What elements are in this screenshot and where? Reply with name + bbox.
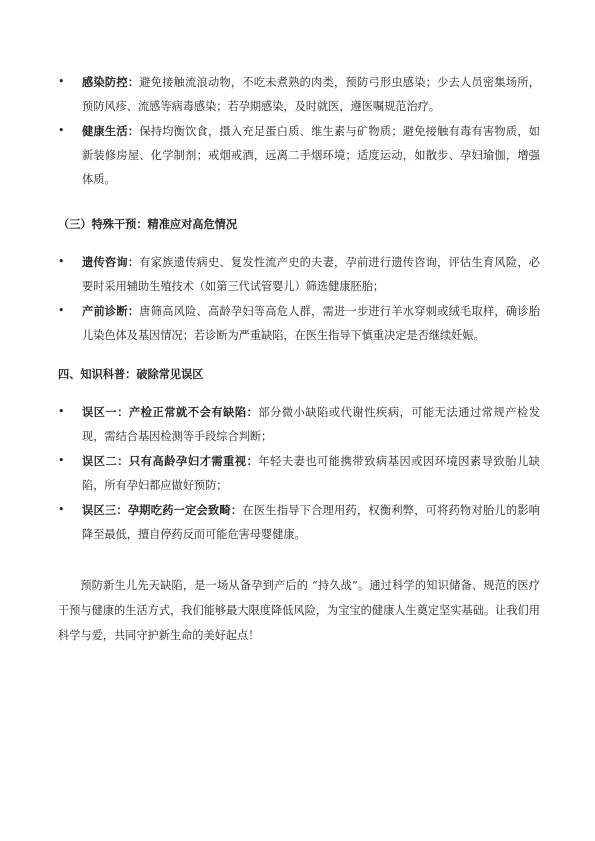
list-item-misconception-3: [58, 498, 540, 547]
item-text: 有家族遗传病史、复发性流产史的夫妻，孕前进行遗传咨询，评估生育风险，必要时采用辅助生殖技术（如第三代试管婴儿）筛选健康胚胎；: [82, 256, 540, 293]
bullet-icon: •: [58, 503, 65, 516]
list-item-misconception-1: [58, 400, 540, 449]
item-text: 唐筛高风险、高龄孕妇等高危人群，需进一步进行羊水穿刺或绒毛取样，确诊胎儿染色体及基因情况；若诊断为严重缺陷，在医生指导下慎重决定是否继续妊娠。: [82, 305, 540, 342]
list-item-infection-control: [58, 70, 540, 119]
document-content: [58, 70, 540, 648]
list-item-misconception-2: [58, 449, 540, 498]
item-text: 保持均衡饮食，摄入充足蛋白质、维生素与矿物质；避免接触有毒有害物质，如新装修房屋、化学制剂；戒烟戒酒，远离二手烟环境；适度运动，如散步、孕妇瑜伽，增强体质。: [82, 125, 540, 186]
section-heading-special-intervention: （三）特殊干预：精准应对高危情况: [58, 217, 238, 231]
item-text: 在医生指导下合理用药，权衡利弊，可将药物对胎儿的影响降至最低，擅自停药反而可能危害母婴健康。: [82, 504, 540, 541]
bullet-icon: •: [58, 255, 65, 268]
special-intervention-list: [58, 250, 540, 348]
item-term: 误区二：只有高龄孕妇才需重视：: [82, 454, 259, 468]
item-term: 误区一：产检正常就不会有缺陷：: [82, 405, 259, 419]
list-item-healthy-living: [58, 119, 540, 192]
item-text: 年轻夫妻也可能携带致病基因或因环境因素导致胎儿缺陷，所有孕妇都应做好预防；: [82, 455, 540, 492]
section-heading-knowledge: 四、知识科普：破除常见误区: [58, 367, 204, 381]
bullet-icon: •: [58, 75, 65, 88]
list-item-genetic-counseling: [58, 250, 540, 299]
bullet-icon: •: [58, 405, 65, 418]
item-text: 避免接触流浪动物，不吃未煮熟的肉类，预防弓形虫感染；少去人员密集场所，预防风疹、流感等病毒感染；若孕期感染，及时就医，遵医嘱规范治疗。: [82, 76, 540, 113]
item-term: 误区三：孕期吃药一定会致畸：: [82, 503, 243, 517]
conclusion-paragraph: 预防新生儿先天缺陷，是一场从备孕到产后的 “持久战”。通过科学的知识储备、规范的医疗干预与健康的生活方式，我们能够最大限度降低风险，为宝宝的健康人生奠定坚实基础。让我们用科学与爱，共同守护新生命的美好起点！: [58, 579, 540, 642]
item-term: 健康生活：: [82, 124, 140, 138]
bullet-icon: •: [58, 124, 65, 137]
misconception-list: [58, 400, 540, 547]
bullet-icon: •: [58, 454, 65, 467]
item-term: 遗传咨询：: [82, 255, 140, 269]
item-term: 产前诊断：: [82, 304, 140, 318]
list-item-prenatal-diagnosis: [58, 299, 540, 348]
item-text: 部分微小缺陷或代谢性疾病，可能无法通过常规产检发现，需结合基因检测等手段综合判断；: [82, 406, 540, 443]
item-term: 感染防控：: [82, 75, 140, 89]
prevention-list: [58, 70, 540, 192]
bullet-icon: •: [58, 304, 65, 317]
